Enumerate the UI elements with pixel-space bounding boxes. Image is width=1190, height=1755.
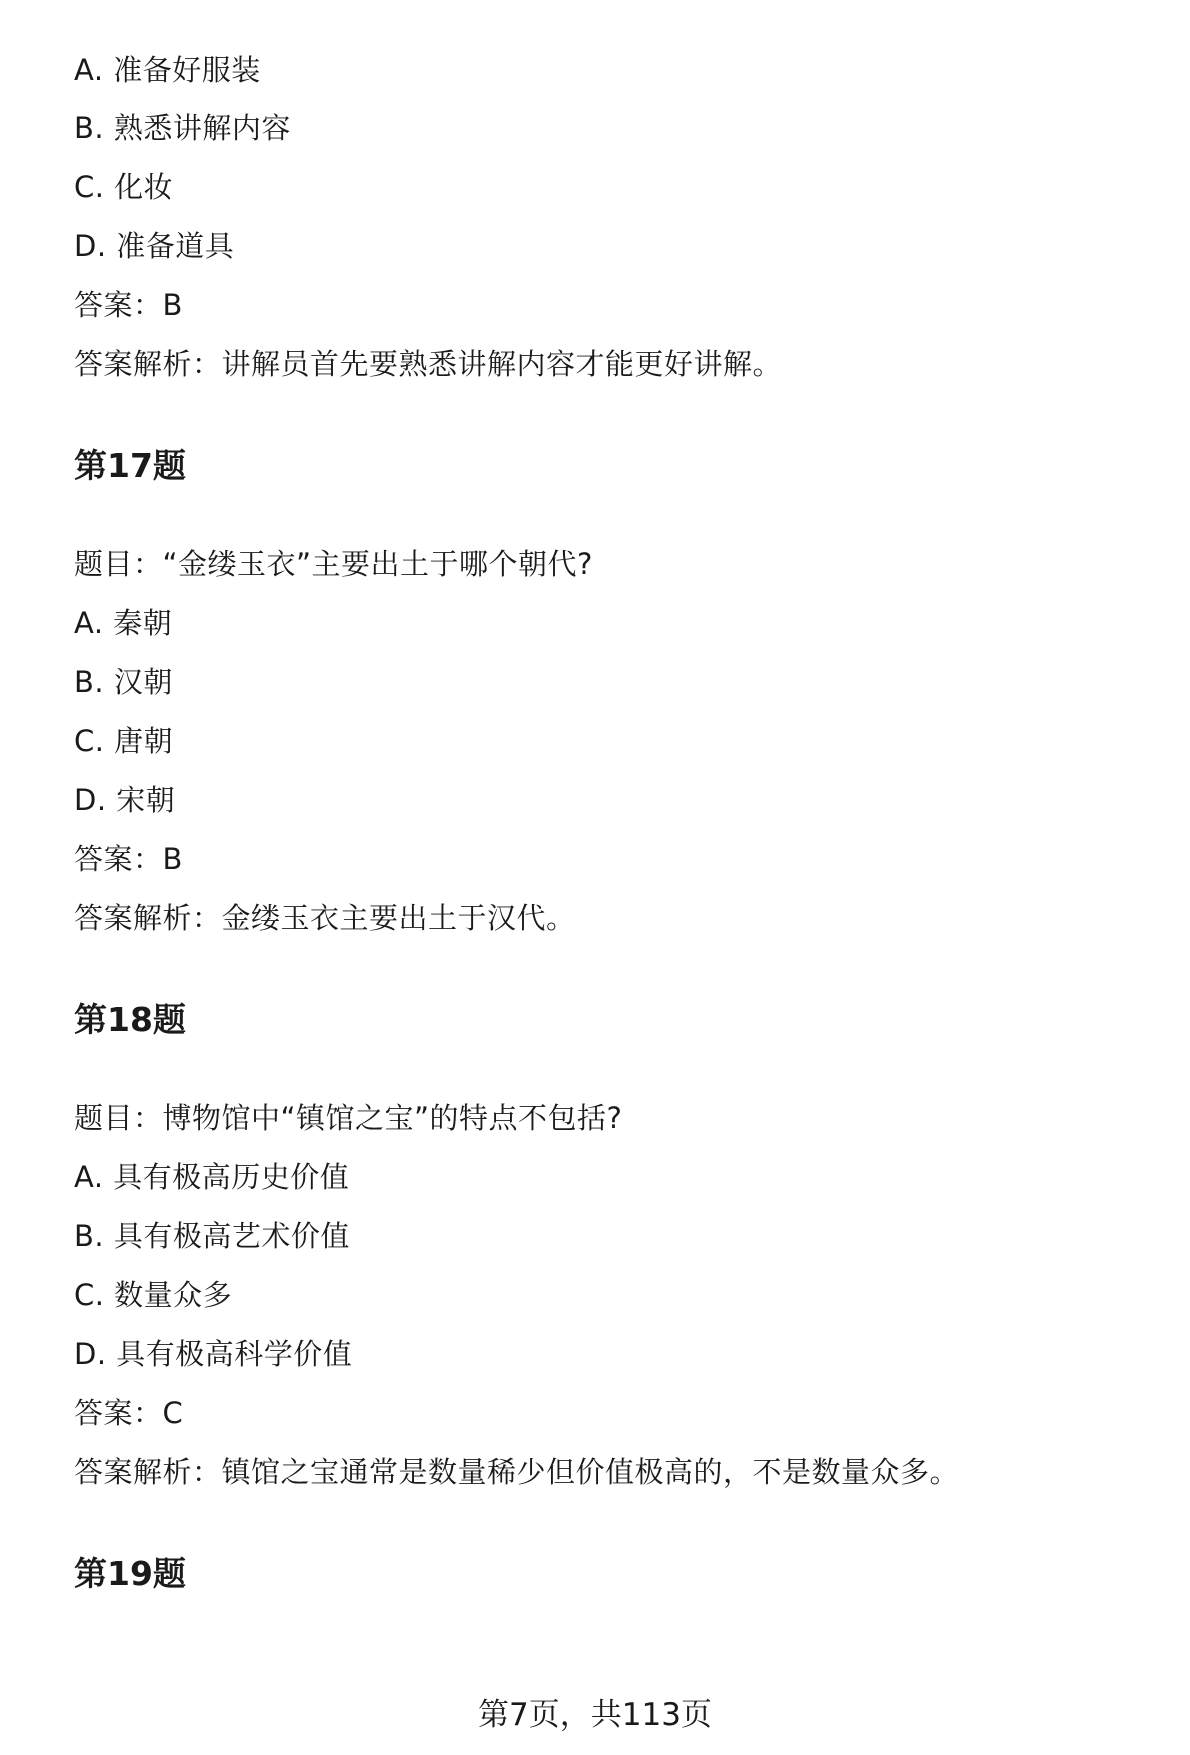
q16-option-a: A. 准备好服装 [74,53,261,87]
q16-answer: 答案：B [74,288,183,322]
q16-option-d: D. 准备道具 [74,229,235,263]
q17-answer: 答案：B [74,842,183,876]
q18-option-d: D. 具有极高科学价值 [74,1337,353,1371]
q16-option-b: B. 熟悉讲解内容 [74,111,291,145]
q18-analysis: 答案解析：镇馆之宝通常是数量稀少但价值极高的，不是数量众多。 [74,1455,960,1489]
page-indicator: 第7页，共113页 [478,1697,712,1733]
q18-question: 题目：博物馆中“镇馆之宝”的特点不包括? [74,1101,623,1135]
q16-option-c: C. 化妆 [74,170,174,204]
q16-analysis: 答案解析：讲解员首先要熟悉讲解内容才能更好讲解。 [74,347,783,381]
q17-option-d: D. 宋朝 [74,783,176,817]
q18-option-c: C. 数量众多 [74,1278,233,1312]
q17-option-a: A. 秦朝 [74,606,173,640]
q17-option-c: C. 唐朝 [74,724,174,758]
q18-heading: 第18题 [74,1000,186,1039]
q17-heading: 第17题 [74,446,186,485]
q17-option-b: B. 汉朝 [74,665,173,699]
q18-option-a: A. 具有极高历史价值 [74,1160,350,1194]
q18-answer: 答案：C [74,1396,184,1430]
q17-question: 题目：“金缕玉衣”主要出土于哪个朝代? [74,547,593,581]
q17-analysis: 答案解析：金缕玉衣主要出土于汉代。 [74,901,576,935]
q19-heading: 第19题 [74,1554,186,1593]
q18-option-b: B. 具有极高艺术价值 [74,1219,350,1253]
